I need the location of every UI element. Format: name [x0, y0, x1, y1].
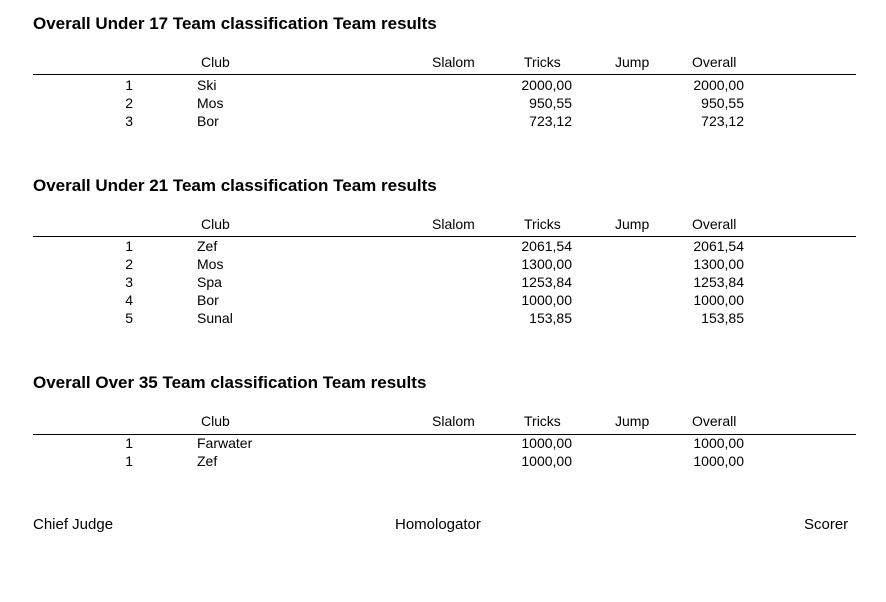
table-row	[0, 291, 886, 309]
club-cell: Ski	[197, 77, 217, 93]
column-header-tricks: Tricks	[524, 216, 561, 232]
column-header-slalom: Slalom	[432, 216, 475, 232]
overall-cell: 1000,00	[693, 435, 744, 451]
table-row	[0, 309, 886, 327]
club-cell: Spa	[197, 274, 222, 290]
overall-cell: 1000,00	[693, 292, 744, 308]
club-cell: Zef	[197, 453, 218, 469]
rank-cell: 1	[125, 238, 133, 254]
tricks-cell: 153,85	[529, 310, 572, 326]
overall-cell: 723,12	[701, 113, 744, 129]
club-cell: Mos	[197, 95, 224, 111]
column-header-club: Club	[201, 54, 230, 70]
overall-cell: 153,85	[701, 310, 744, 326]
club-cell: Bor	[197, 113, 219, 129]
tricks-cell: 1000,00	[521, 292, 572, 308]
club-cell: Zef	[197, 238, 218, 254]
overall-cell: 1300,00	[693, 256, 744, 272]
table-row	[0, 434, 886, 452]
column-header-club: Club	[201, 413, 230, 429]
club-cell: Farwater	[197, 435, 253, 451]
table-row	[0, 237, 886, 255]
section-title: Overall Under 17 Team classification Team results	[33, 14, 437, 33]
tricks-cell: 950,55	[529, 95, 572, 111]
column-header-tricks: Tricks	[524, 413, 561, 429]
column-header-club: Club	[201, 216, 230, 232]
overall-cell: 1000,00	[693, 453, 744, 469]
rank-cell: 4	[125, 292, 133, 308]
tricks-cell: 723,12	[529, 113, 572, 129]
chief-judge-label: Chief Judge	[33, 516, 114, 533]
rank-cell: 2	[125, 95, 133, 111]
tricks-cell: 2000,00	[521, 77, 572, 93]
overall-cell: 2061,54	[693, 238, 744, 254]
column-header-overall: Overall	[692, 54, 737, 70]
overall-cell: 950,55	[701, 95, 744, 111]
column-header-overall: Overall	[692, 413, 737, 429]
column-header-overall: Overall	[692, 216, 737, 232]
table-row	[0, 273, 886, 291]
column-header-tricks: Tricks	[524, 54, 561, 70]
club-cell: Sunal	[197, 310, 233, 326]
homologator-label: Homologator	[395, 516, 481, 533]
tricks-cell: 1300,00	[521, 256, 572, 272]
scorer-label: Scorer	[804, 516, 849, 533]
table-row	[0, 255, 886, 273]
rank-cell: 3	[125, 274, 133, 290]
column-header-jump: Jump	[615, 413, 650, 429]
rank-cell: 5	[125, 310, 133, 326]
overall-cell: 1253,84	[693, 274, 744, 290]
rank-cell: 1	[125, 453, 133, 469]
tricks-cell: 1000,00	[521, 453, 572, 469]
column-header-jump: Jump	[615, 216, 650, 232]
section-title: Overall Under 21 Team classification Team results	[33, 176, 437, 195]
tricks-cell: 2061,54	[521, 238, 572, 254]
table-row	[0, 452, 886, 470]
column-header-jump: Jump	[615, 54, 650, 70]
rank-cell: 3	[125, 113, 133, 129]
overall-cell: 2000,00	[693, 77, 744, 93]
column-header-slalom: Slalom	[432, 54, 475, 70]
section-title: Overall Over 35 Team classification Team results	[33, 373, 427, 392]
rank-cell: 1	[125, 77, 133, 93]
club-cell: Bor	[197, 292, 219, 308]
header-rule	[33, 74, 856, 75]
tricks-cell: 1000,00	[521, 435, 572, 451]
table-row	[0, 94, 886, 112]
column-header-slalom: Slalom	[432, 413, 475, 429]
tricks-cell: 1253,84	[521, 274, 572, 290]
rank-cell: 2	[125, 256, 133, 272]
table-row	[0, 112, 886, 130]
table-row	[0, 76, 886, 94]
rank-cell: 1	[125, 435, 133, 451]
club-cell: Mos	[197, 256, 224, 272]
